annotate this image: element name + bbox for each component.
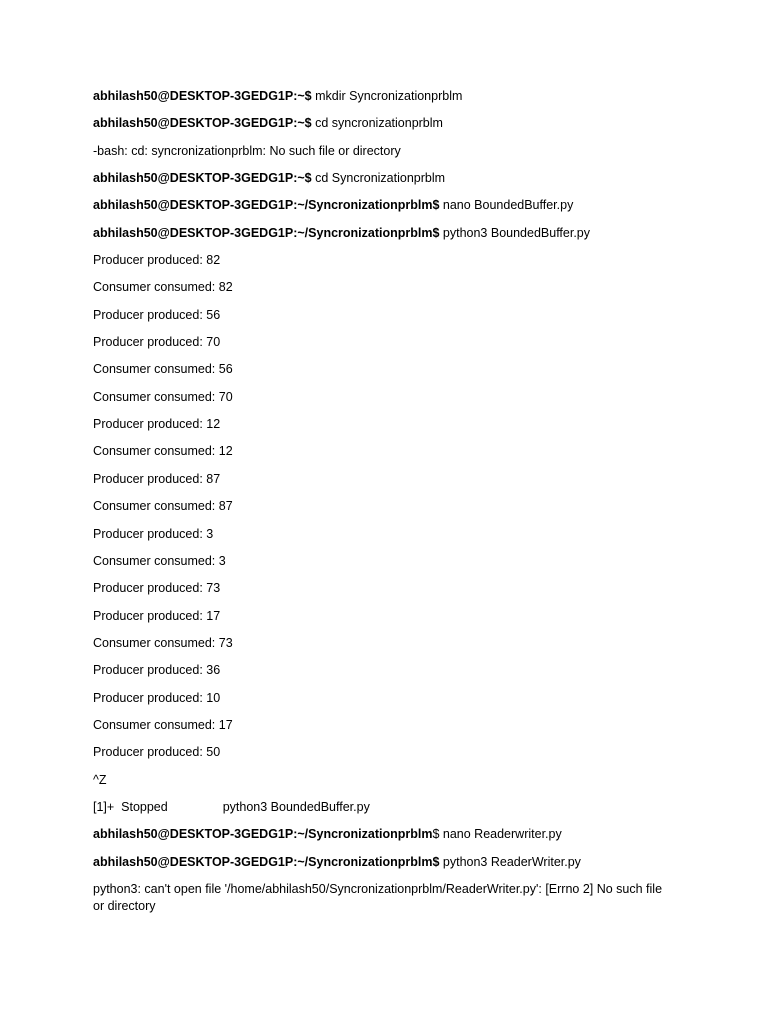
terminal-transcript xyxy=(93,88,673,788)
transcript-line xyxy=(93,443,673,459)
output-text: Producer produced: 50 xyxy=(93,745,221,760)
transcript-line xyxy=(93,389,673,405)
command-text: python3 BoundedBuffer.py xyxy=(439,225,591,240)
transcript-line xyxy=(93,471,673,487)
stopped-job-label: [1]+ Stopped xyxy=(93,799,168,814)
transcript-line xyxy=(93,225,673,241)
transcript-line xyxy=(93,744,673,760)
transcript-line xyxy=(93,526,673,542)
output-text: Producer produced: 10 xyxy=(93,690,221,705)
terminal-transcript-tail xyxy=(93,826,673,869)
transcript-line xyxy=(93,498,673,514)
transcript-line xyxy=(93,197,673,213)
transcript-line xyxy=(93,143,673,159)
output-text: Producer produced: 82 xyxy=(93,253,221,268)
transcript-line xyxy=(93,635,673,651)
output-text: Producer produced: 70 xyxy=(93,335,221,350)
output-text: Consumer consumed: 56 xyxy=(93,362,233,377)
command-text: nano BoundedBuffer.py xyxy=(439,198,574,213)
command-text: cd Syncronizationprblm xyxy=(311,171,446,186)
stopped-job-line xyxy=(93,799,673,815)
transcript-line xyxy=(93,608,673,624)
transcript-line xyxy=(93,717,673,733)
transcript-line xyxy=(93,170,673,186)
shell-prompt: abhilash50@DESKTOP-3GEDG1P:~/Syncronizationprblm xyxy=(93,827,433,842)
output-text: Consumer consumed: 70 xyxy=(93,389,233,404)
output-text: Consumer consumed: 87 xyxy=(93,499,233,514)
transcript-line xyxy=(93,88,673,104)
command-text: $ nano Readerwriter.py xyxy=(432,827,562,842)
transcript-line xyxy=(93,826,673,842)
error-line: python3: can't open file '/home/abhilash50/Syncronizationprblm/ReaderWriter.py': [Errno 2] No such file or directory xyxy=(93,881,663,913)
output-text: Consumer consumed: 3 xyxy=(93,553,226,568)
output-text: Producer produced: 56 xyxy=(93,307,221,322)
transcript-line xyxy=(93,252,673,268)
transcript-line xyxy=(93,662,673,678)
transcript-line xyxy=(93,690,673,706)
output-text: -bash: cd: syncronizationprblm: No such file or directory xyxy=(93,143,401,158)
transcript-line xyxy=(93,772,673,788)
output-text: ^Z xyxy=(93,772,107,787)
transcript-line xyxy=(93,279,673,295)
output-text: Producer produced: 12 xyxy=(93,417,221,432)
output-text: Producer produced: 73 xyxy=(93,581,221,596)
transcript-line xyxy=(93,334,673,350)
command-text: mkdir Syncronizationprblm xyxy=(311,89,463,103)
output-text: Producer produced: 87 xyxy=(93,471,221,486)
transcript-line xyxy=(93,580,673,596)
shell-prompt: abhilash50@DESKTOP-3GEDG1P:~$ xyxy=(93,89,312,103)
stopped-job-command: python3 BoundedBuffer.py xyxy=(222,799,370,814)
output-text: Consumer consumed: 17 xyxy=(93,717,233,732)
transcript-line xyxy=(93,307,673,323)
shell-prompt: abhilash50@DESKTOP-3GEDG1P:~/Syncronizationprblm$ xyxy=(93,198,440,213)
shell-prompt: abhilash50@DESKTOP-3GEDG1P:~/Syncronizationprblm$ xyxy=(93,225,440,240)
output-text: Consumer consumed: 82 xyxy=(93,280,233,295)
transcript-line xyxy=(93,416,673,432)
output-text: Producer produced: 3 xyxy=(93,526,214,541)
output-text: Consumer consumed: 73 xyxy=(93,635,233,650)
transcript-line xyxy=(93,361,673,377)
shell-prompt: abhilash50@DESKTOP-3GEDG1P:~/Syncronizationprblm$ xyxy=(93,854,440,869)
command-text: python3 ReaderWriter.py xyxy=(439,854,581,869)
shell-prompt: abhilash50@DESKTOP-3GEDG1P:~$ xyxy=(93,171,312,186)
output-text: Producer produced: 17 xyxy=(93,608,221,623)
transcript-line xyxy=(93,553,673,569)
transcript-line xyxy=(93,854,673,870)
output-text: Producer produced: 36 xyxy=(93,663,221,678)
document-page xyxy=(93,88,673,926)
output-text: Consumer consumed: 12 xyxy=(93,444,233,459)
transcript-line xyxy=(93,115,673,131)
command-text: cd syncronizationprblm xyxy=(311,116,443,131)
shell-prompt: abhilash50@DESKTOP-3GEDG1P:~$ xyxy=(93,116,312,131)
